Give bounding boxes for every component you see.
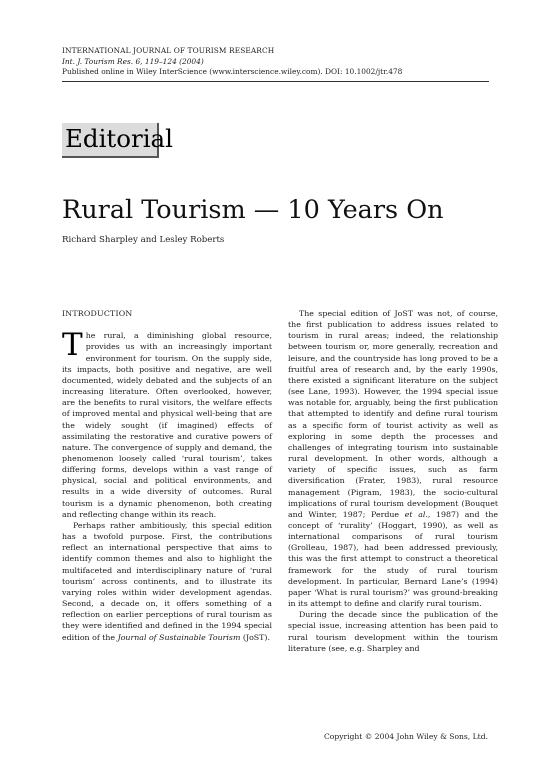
journal-name: INTERNATIONAL JOURNAL OF TOURISM RESEARCH	[62, 46, 275, 55]
article-title: Rural Tourism — 10 Years On	[62, 195, 444, 225]
paragraph-text: The special edition of JoST was not, of course, the first publication to address issues related to tourism in rural areas; indeed, the relationship between tourism or, more generally, recreation and leisure, and the countryside has long proved to be a fruitful area of research and, by the early 1990s, there existed a significant literature on the subject (see Lane, 1993). However, the 1994 special issue was notable for, arguably, being the first publication that attempted to identify and define rural tourism as a specific form of tourist activity as well as exploring in some depth the processes and challenges of integrating tourism into sustainable rural development. In other words, although a variety of specific issues, such as farm diversification (Frater, 1983), rural resource management (Pigram, 1983), the socio-cultural implications of rural tourism development (Bouquet and Winter, 1987; Perdue	[288, 309, 498, 519]
section-heading: INTRODUCTION	[62, 309, 133, 318]
publication-info: Published online in Wiley InterScience (www.interscience.wiley.com). DOI: 10.1002/jtr.478	[62, 67, 403, 76]
article-authors: Richard Sharpley and Lesley Roberts	[62, 235, 225, 245]
paragraph-text: , 1987) and the concept of ‘rurality’ (Hoggart, 1990), as well as international comparisons of rural tourism (Grolleau, 1987), had been addressed previously, this was the first attempt to construct a theoretical framework for the study of rural tourism development. In particular, Bernard Lane’s (1994) paper ‘What is rural tourism?’ was ground-breaking in its attempt to define and clarify rural tourism.	[288, 509, 499, 609]
paragraph-text: he rural, a diminishing global resource, provides us with an increasingly important environment for tourism. On the supply side, its impacts, both positive and negative, are well documented, widely debated and the subjects of an increasing literature. Often overlooked, however, are the benefits to rural visitors, the welfare effects of improved mental and physical well-being that are the widely sought (if imagined) effects of assimilating the restorative and curative powers of nature. The convergence of supply and demand, the phenomenon loosely called ‘rural tourism’, takes differing forms, develops within a vast range of physical, social and political environments, and results in a wide diversity of outcomes. Rural tourism is a dynamic phenomenon, both creating and reflecting change within its reach.	[62, 331, 272, 519]
header-divider	[62, 81, 489, 82]
section-label: Editorial	[65, 124, 173, 153]
paragraph	[288, 609, 498, 654]
section-label-box	[62, 123, 173, 158]
drop-cap: T	[62, 327, 83, 364]
paragraph-text: (JoST).	[240, 632, 270, 642]
left-column	[62, 308, 272, 643]
journal-header	[62, 46, 402, 78]
journal-reference: Journal of Sustainable Tourism	[117, 632, 241, 642]
copyright-notice: Copyright © 2004 John Wiley & Sons, Ltd.	[323, 732, 488, 741]
paragraph-text: Perhaps rather ambitiously, this special edition has a twofold purpose. First, the contributions reflect an international perspective that aims to identify common themes and also to highlight the multifaceted and interdisciplinary nature of ‘rural tourism’ across continents, and to illustrate its varying roles within wider development agendas. Second, a decade on, it offers something of a reflection on earlier perceptions of rural tourism as they were identified and defined in the 1994 special edition of the	[62, 520, 272, 642]
paragraph	[62, 327, 272, 520]
paragraph	[288, 308, 498, 609]
right-column	[288, 308, 498, 654]
paragraph	[62, 520, 272, 643]
citation-etal: et al.	[404, 509, 428, 519]
journal-citation: Int. J. Tourism Res. 6, 119–124 (2004)	[62, 56, 204, 66]
paragraph-text: During the decade since the publication of the special issue, increasing attention has been paid to rural tourism development within the tourism literature (see, e.g. Sharpley and	[288, 610, 498, 653]
